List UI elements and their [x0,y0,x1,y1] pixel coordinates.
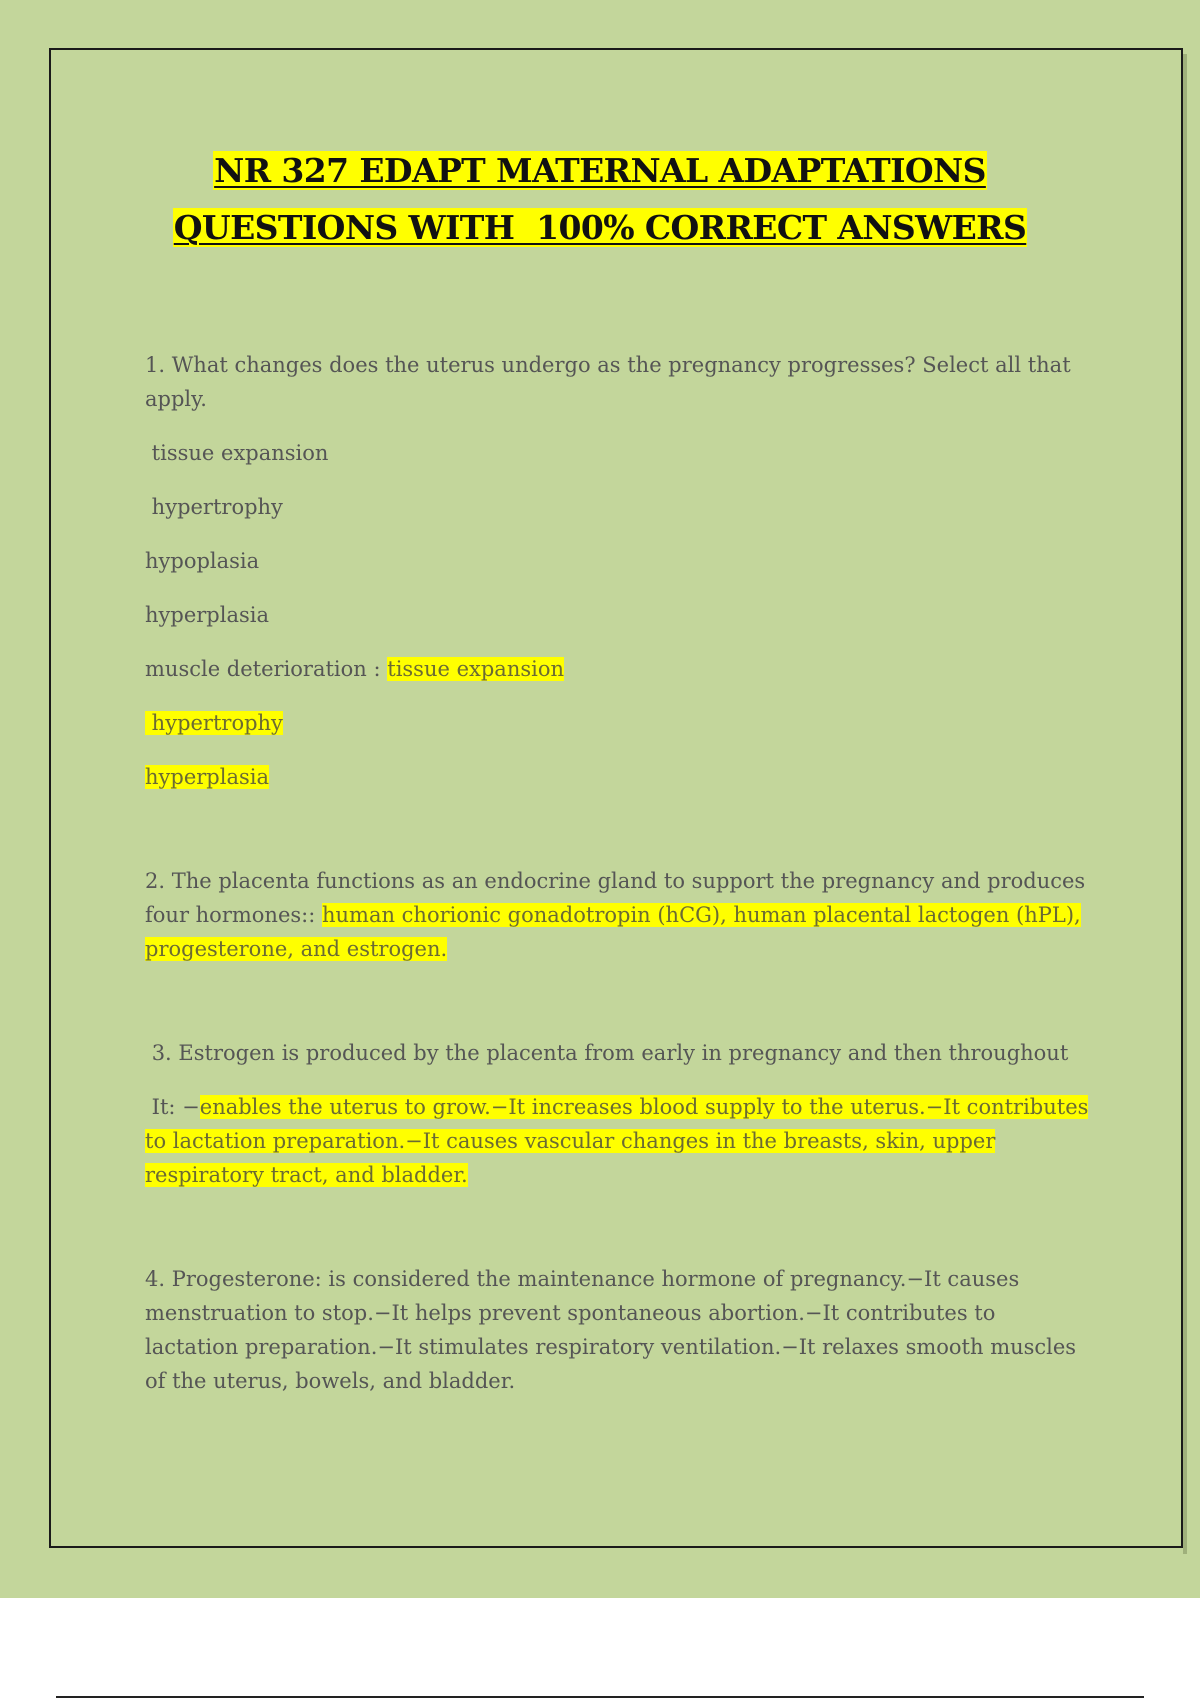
q3-answer-block [145,1090,1095,1192]
q3-answer: enables the uterus to grow.−It increases blood supply to the uterus.−It contributes to lactation preparation.−It causes vascular changes in the breasts, skin, upper respiratory tract, and bladder. [145,1095,1089,1187]
q1-option-4: hyperplasia [145,603,269,627]
q2-answer: human chorionic gonadotropin (hCG), human placental lactogen (hPL), progesterone, and estrogen. [145,903,1081,961]
q1-answer-1: tissue expansion [387,657,565,681]
document-title [0,142,1200,256]
q1-answer-3: hyperplasia [145,765,269,789]
footer-divider [56,1696,1144,1698]
q1-option-1: tissue expansion [145,441,329,465]
question-4: 4. Progesterone: is considered the maintenance hormone of pregnancy.−It causes menstruation to stop.−It helps prevent spontaneous abortion.−It contributes to lactation preparation.−It stimulates respiratory ventilation.−It relaxes smooth muscles of the uterus, bowels, and bladder. [145,1267,1077,1393]
q1-answer-row-3 [145,760,1095,794]
question-3: 3. Estrogen is produced by the placenta from early in pregnancy and then throughout [145,1041,1069,1065]
question-1: 1. What changes does the uterus undergo as the pregnancy progresses? Select all that apply. [145,353,1071,411]
q1-answer-2: hypertrophy [145,711,283,735]
document-body [145,348,1095,1398]
q3-answer-prefix: It: − [145,1095,200,1119]
title-line-1: NR 327 EDAPT MATERNAL ADAPTATIONS [214,151,986,190]
q1-option-5-text: muscle deterioration : [145,657,388,681]
q1-option-3: hypoplasia [145,549,260,573]
q1-option-2: hypertrophy [145,495,283,519]
title-line-2: QUESTIONS WITH 100% CORRECT ANSWERS [173,208,1027,247]
q1-answer-row-2 [145,706,1095,740]
question-2 [145,864,1095,966]
q1-option-5 [145,652,1095,686]
q2-text: 2. The placenta functions as an endocrine gland to support the pregnancy and produces four hormones:: [145,869,1086,927]
